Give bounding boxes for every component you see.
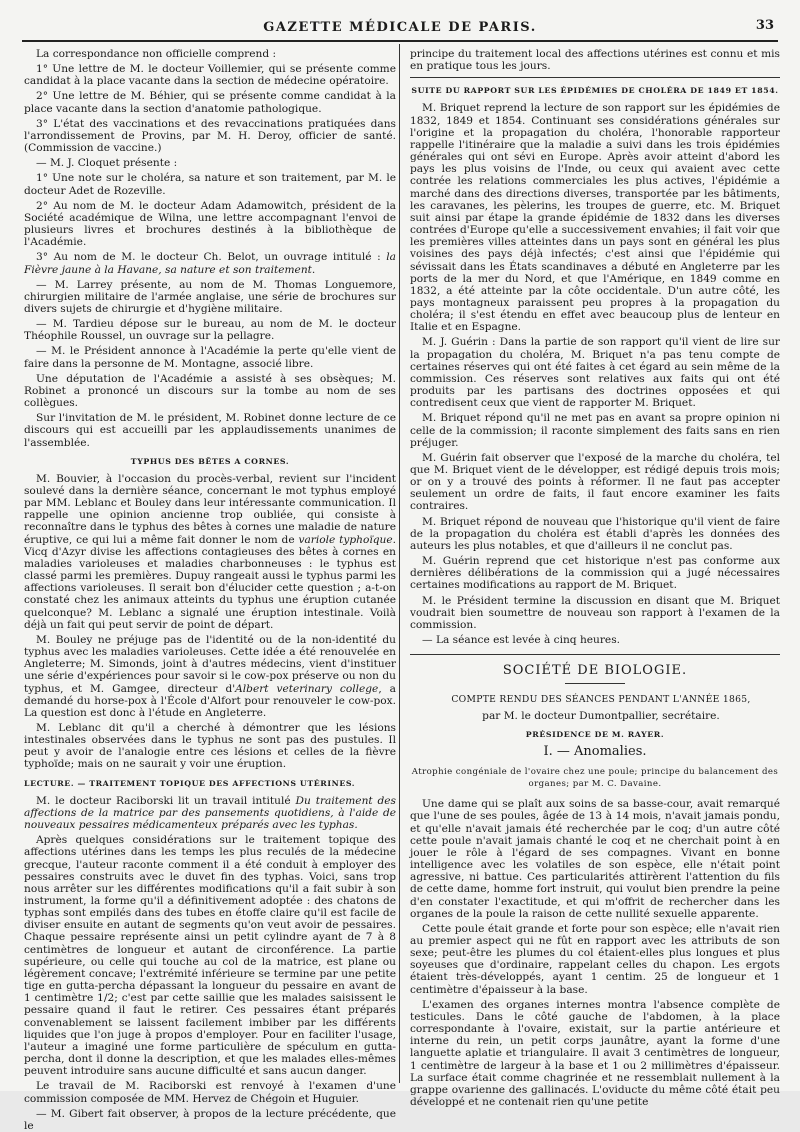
paragraph: M. Briquet répond de nouveau que l'historique qu'il vient de faire de la propagation du choléra est établi d'après les données des auteurs les plus notables, et que d'ailleurs il ne conclut pas. [410,515,780,552]
paragraph [24,634,396,719]
paragraph: M. Guérin fait observer que l'exposé de la marche du choléra, tel que M. Briquet vient de le développer, est rédigé depuis trois mois; or on y a trouvé des points à réformer. Il ne faut pas accepter seulement un ordre de faits, il faut encore examiner les faits contraires. [410,451,780,513]
paragraph: 1° Une lettre de M. le docteur Voillemier, qui se présente comme candidat à la place vacante dans la section de médecine opératoire. [24,63,396,88]
paragraph: Sur l'invitation de M. le président, M. Robinet donne lecture de ce discours qui est accueilli par les applaudissements unanimes de l'assemblée. [24,412,396,449]
book-title: la Fièvre jaune à la Havane, sa nature et son traitement. [24,251,396,276]
paragraph: M. Briquet reprend la lecture de son rapport sur les épidémies de 1832, 1849 et 1854. Continuant ses considérations générales sur l'origine et la propagation du choléra, l'honorable rapporteur rappelle l'itinéraire que la maladie a suivi dans les trois épidémies générales qui ont sévi en Europe. Après avoir atteint d'abord les pays les plus voisins de l'Inde, ou ceux qui avaient avec cette contrée les relations commerciales les plus actives, l'épidémie a marché dans des directions diverses, transportée par les bâtiments, les caravanes, les pèlerins, les troupes de guerre, etc. M. Briquet suit ainsi par étape la grande épidémie de 1832 dans les diverses contrées d'Europe qu'elle a successivement envahies; il fait voir que les premières villes atteintes dans un pays sont en général les plus voisines des pays déjà infectés; c'est ainsi que l'épidémie qui sévissait dans les États scandinaves a débuté en Angleterre par les ports de la mer du Nord, et que l'Amérique, en 1849 comme en 1832, a été atteinte par la côte occidentale. D'un autre côté, les pays montagneux paraissent peu propres à la propagation du choléra; il s'est étendu en effet avec beaucoup plus de lenteur en Italie et en Espagne. [410,102,780,334]
section-heading: LECTURE. — TRAITEMENT TOPIQUE DES AFFECTIONS UTÉRINES. [24,778,356,788]
section-heading: SUITE DU RAPPORT SUR LES ÉPIDÉMIES DE CHOLÉRA DE 1849 ET 1854. [411,86,779,96]
article-title: Atrophie congéniale de l'ovaire chez une poule; principe du balancement des organes; par M. C. Davaine. [411,766,779,790]
paragraph: — La séance est levée à cinq heures. [422,634,621,647]
text-span: M. le docteur Raciborski lit un travail intitulé [36,794,296,807]
section-heading: I. — Anomalies. [543,743,647,759]
paragraph: La correspondance non officielle comprend : [36,48,277,60]
paragraph: Le travail de M. Raciborski est renvoyé à l'examen d'une commission composée de MM. Hervez de Chégoin et Huguier. [24,1080,396,1105]
page-number: 33 [755,18,774,33]
separator-rule [410,77,780,78]
paragraph: 2° Au nom de M. le docteur Adam Adamowitch, président de la Société académique de Wilna, une lettre accompagnant l'envoi de plusieurs livres et brochures destinés à la bibliothèque de l'Académie. [24,199,396,249]
paragraph: — M. Tardieu dépose sur le bureau, au nom de M. le docteur Théophile Roussel, un ouvrage sur la pellagre. [24,318,396,343]
paragraph [24,251,396,275]
page-header [22,14,778,42]
paragraph: M. J. Guérin : Dans la partie de son rapport qu'il vient de lire sur la propagation du choléra, M. Briquet n'a pas tenu compte de certaines réserves qui ont été faites à cet égard au sein même de la commission. Ces réserves sont relatives aux faits qui ont été produits par les partisans des doctrines opposées et qui contredisent ceux que vient de rapporter M. Briquet. [410,336,780,410]
report-subtitle: COMPTE RENDU DES SÉANCES PENDANT L'ANNÉE 1865, [451,694,751,706]
paragraph: Une dame qui se plaît aux soins de sa basse-cour, avait remarqué que l'une de ses poules, âgée de 13 à 14 mois, n'avait jamais pondu, et qu'elle n'avait jamais été recherchée par le coq; d'un autre côté cette poule n'avait jamais chanté le coq et ne cherchait point à en jouer le rôle à l'égard de ses compagnes. Vivant en bonne intelligence avec les volatiles de son espèce, elle n'était point agressive, ni battue. Ces particularités attirèrent l'attention du fils de cette dame, homme fort instruit, qui voulut bien prendre la peine d'en constater l'exactitude, et qui m'offrit de rechercher dans les organes de la poule la raison de cette nullité sexuelle apparente. [410,798,780,920]
paragraph [24,795,396,831]
society-title: SOCIÉTÉ DE BIOLOGIE. [502,663,688,679]
paragraph: Cette poule était grande et forte pour son espèce; elle n'avait rien au premier aspect qui ne fût en rapport avec les attributs de son sexe; peut-être les plumes du col étaient-elles plus longues et plus soyeuses que d'ordinaire, rappelant celles du chapon. Les ergots étaient très-développés, ayant 1 centim. 25 de longueur et 1 centimètre d'épaisseur à la base. [410,922,780,996]
text-span: 3° Au nom de M. le docteur Ch. Belot, un ouvrage intitulé : [36,251,387,264]
paragraph: — M. le Président annonce à l'Académie la perte qu'elle vient de faire dans la personne de M. Montagne, associé libre. [24,345,396,370]
short-rule [565,683,625,684]
text-span: M. Bouley ne préjuge pas de l'identité ou de la non-identité du typhus avec les maladies varioleuses. Cette idée a été renouvelée en Angleterre; M. Simonds, joint à d'autres médecins, vient d'instituer une série d'expériences pour savoir si le cow-pox préserve ou non du typhus, et M. Gamgee, directeur d' [24,633,396,695]
paragraph: M. Briquet répond qu'il ne met pas en avant sa propre opinion ni celle de la commission; il raconte simplement des faits sans en rien préjuger. [410,412,780,449]
section-heading: TYPHUS DES BÊTES A CORNES. [130,456,290,466]
presidence-heading: PRÉSIDENCE DE M. RAYER. [525,729,665,739]
paragraph: — M. Larrey présente, au nom de M. Thomas Longuemore, chirurgien militaire de l'armée anglaise, une série de brochures sur divers sujets de chirurgie et d'hygiène militaire. [24,278,396,315]
paragraph: M. le Président termine la discussion en disant que M. Briquet voudrait bien soumettre de nouveau son rapport à l'examen de la commission. [410,594,780,631]
paragraph: L'examen des organes internes montra l'absence complète de testicules. Dans le côté gauche de l'abdomen, à la place correspondante à l'ovaire, existait, sur la partie antérieure et interne du rein, un petit corps jaunâtre, ayant la forme d'une languette aplatie et triangulaire. Il avait 3 centimètres de longueur, 1 centimètre de largeur à la base et 1 ou 2 millimètres d'épaisseur. La surface était comme chagrinée et ne ressemblait nullement à la grappe ovarienne des gallinacés. L'oviducte du même côté était peu développé et ne contenait rien qu'une petite [410,998,780,1109]
paragraph: 1° Une note sur le choléra, sa nature et son traitement, par M. le docteur Adet de Rozeville. [24,172,396,197]
text-span: M. Bouvier, à l'occasion du procès-verbal, revient sur l'incident soulevé dans la dernière séance, concernant le mot typhus employé par MM. Leblanc et Bouley dans leur intéressante communication. Il rappelle une opinion ancienne trop oubliée, qui consiste à reconnaître dans le typhus des bêtes à cornes une maladie de nature éruptive, ce qui lui a même fait donner le nom de [24,472,396,546]
publication-title: GAZETTE MÉDICALE DE PARIS. [263,19,537,35]
left-column [24,48,396,1132]
paragraph: M. Guérin reprend que cet historique n'est pas conforme aux dernières délibérations de la commission qui a jugé nécessaires certaines modifications au rapport de M. Briquet. [410,555,780,592]
paragraph: Une députation de l'Académie a assisté à ses obsèques; M. Robinet a prononcé un discours sur la tombe au nom de ses collègues. [24,372,396,410]
paragraph: 2° Une lettre de M. Béhier, qui se présente comme candidat à la place vacante dans la section d'anatomie pathologique. [24,90,396,115]
paragraph: Après quelques considérations sur le traitement topique des affections utérines dans les temps les plus reculés de la médecine grecque, l'auteur raconte comment il a été conduit à employer des pessaires construits avec le duvet fin des typhas. Voici, sans trop nous arrêter sur les différentes modifications qu'il a fait subir à son instrument, la forme qu'il a définitivement adoptée : des chatons de typhas sont empilés dans des tubes en étoffe claire qu'il est facile de diviser ensuite en autant de segments qu'on veut avoir de pessaires. Chaque pessaire représente ainsi un petit cylindre ayant de 7 à 8 centimètres de longueur et autant de circonférence. La partie supérieure, ou celle qui touche au col de la matrice, est plane ou légèrement concave; l'extrémité inférieure se termine par une petite tige en gutta-percha dépassant la longueur du pessaire en avant de 1 centimètre 1/2; c'est par cette saillie que les malades saisissent le pessaire quand il faut le retirer. Ces pessaires étant préparés convenablement se laissent facilement imbiber par les différents liquides que l'on juge à propos d'employer. Pour en faciliter l'usage, l'auteur a imaginé une forme particulière de spéculum en gutta-percha, dont il donne la description, et que les malades elles-mêmes peuvent introduire sans aucune difficulté et sans aucun danger. [24,834,396,1078]
paragraph: — M. Gibert fait observer, à propos de la lecture précédente, que le [24,1107,396,1132]
text-span: , a demandé du horse-pox à l'École d'Alfort pour renouveler le cow-pox. La question est donc à l'étude en Angleterre. [24,682,396,719]
text-span: . Vicq d'Azyr divise les affections contagieuses des bêtes à cornes en maladies varioleuses et maladies charbonneuses : le typhus est classé parmi les premières. Dupuy rangeait aussi le typhus parmi les affections varioleuses. Il serait bon d'élucider cette question ; a-t-on constaté chez les animaux atteints du typhus une éruption cutanée quelconque? M. Leblanc a signalé une éruption intestinale. Voilà déjà un fait qui peut servir de point de départ. [24,533,396,631]
italic-term: Albert veterinary college [235,682,379,695]
work-title: Du traitement des affections de la matrice par des pansements quotidiens, à l'aide de nouveaux pessaires médicamenteux préparés avec les typhas. [24,794,396,832]
column-divider [399,44,400,1083]
paragraph: 3° L'état des vaccinations et des revaccinations pratiquées dans l'arrondissement de Provins, par M. H. Deroy, officier de santé. (Commission de vaccine.) [24,117,396,155]
paragraph [24,473,396,631]
paragraph: — M. J. Cloquet présente : [36,157,178,170]
italic-term: variole typhoïque [298,533,393,546]
right-column [410,48,780,1109]
paragraph: principe du traitement local des affections utérines est connu et mis en pratique tous les jours. [410,48,780,73]
paragraph: M. Leblanc dit qu'il a cherché à démontrer que les lésions intestinales observées dans le typhus ne sont pas des pustules. Il peut y avoir de l'analogie entre ces lésions et celles de la fièvre typhoïde; mais on ne saurait y voir une éruption. [24,721,396,771]
separator-rule [410,654,780,655]
report-author: par M. le docteur Dumontpallier, secrétaire. [482,709,720,722]
